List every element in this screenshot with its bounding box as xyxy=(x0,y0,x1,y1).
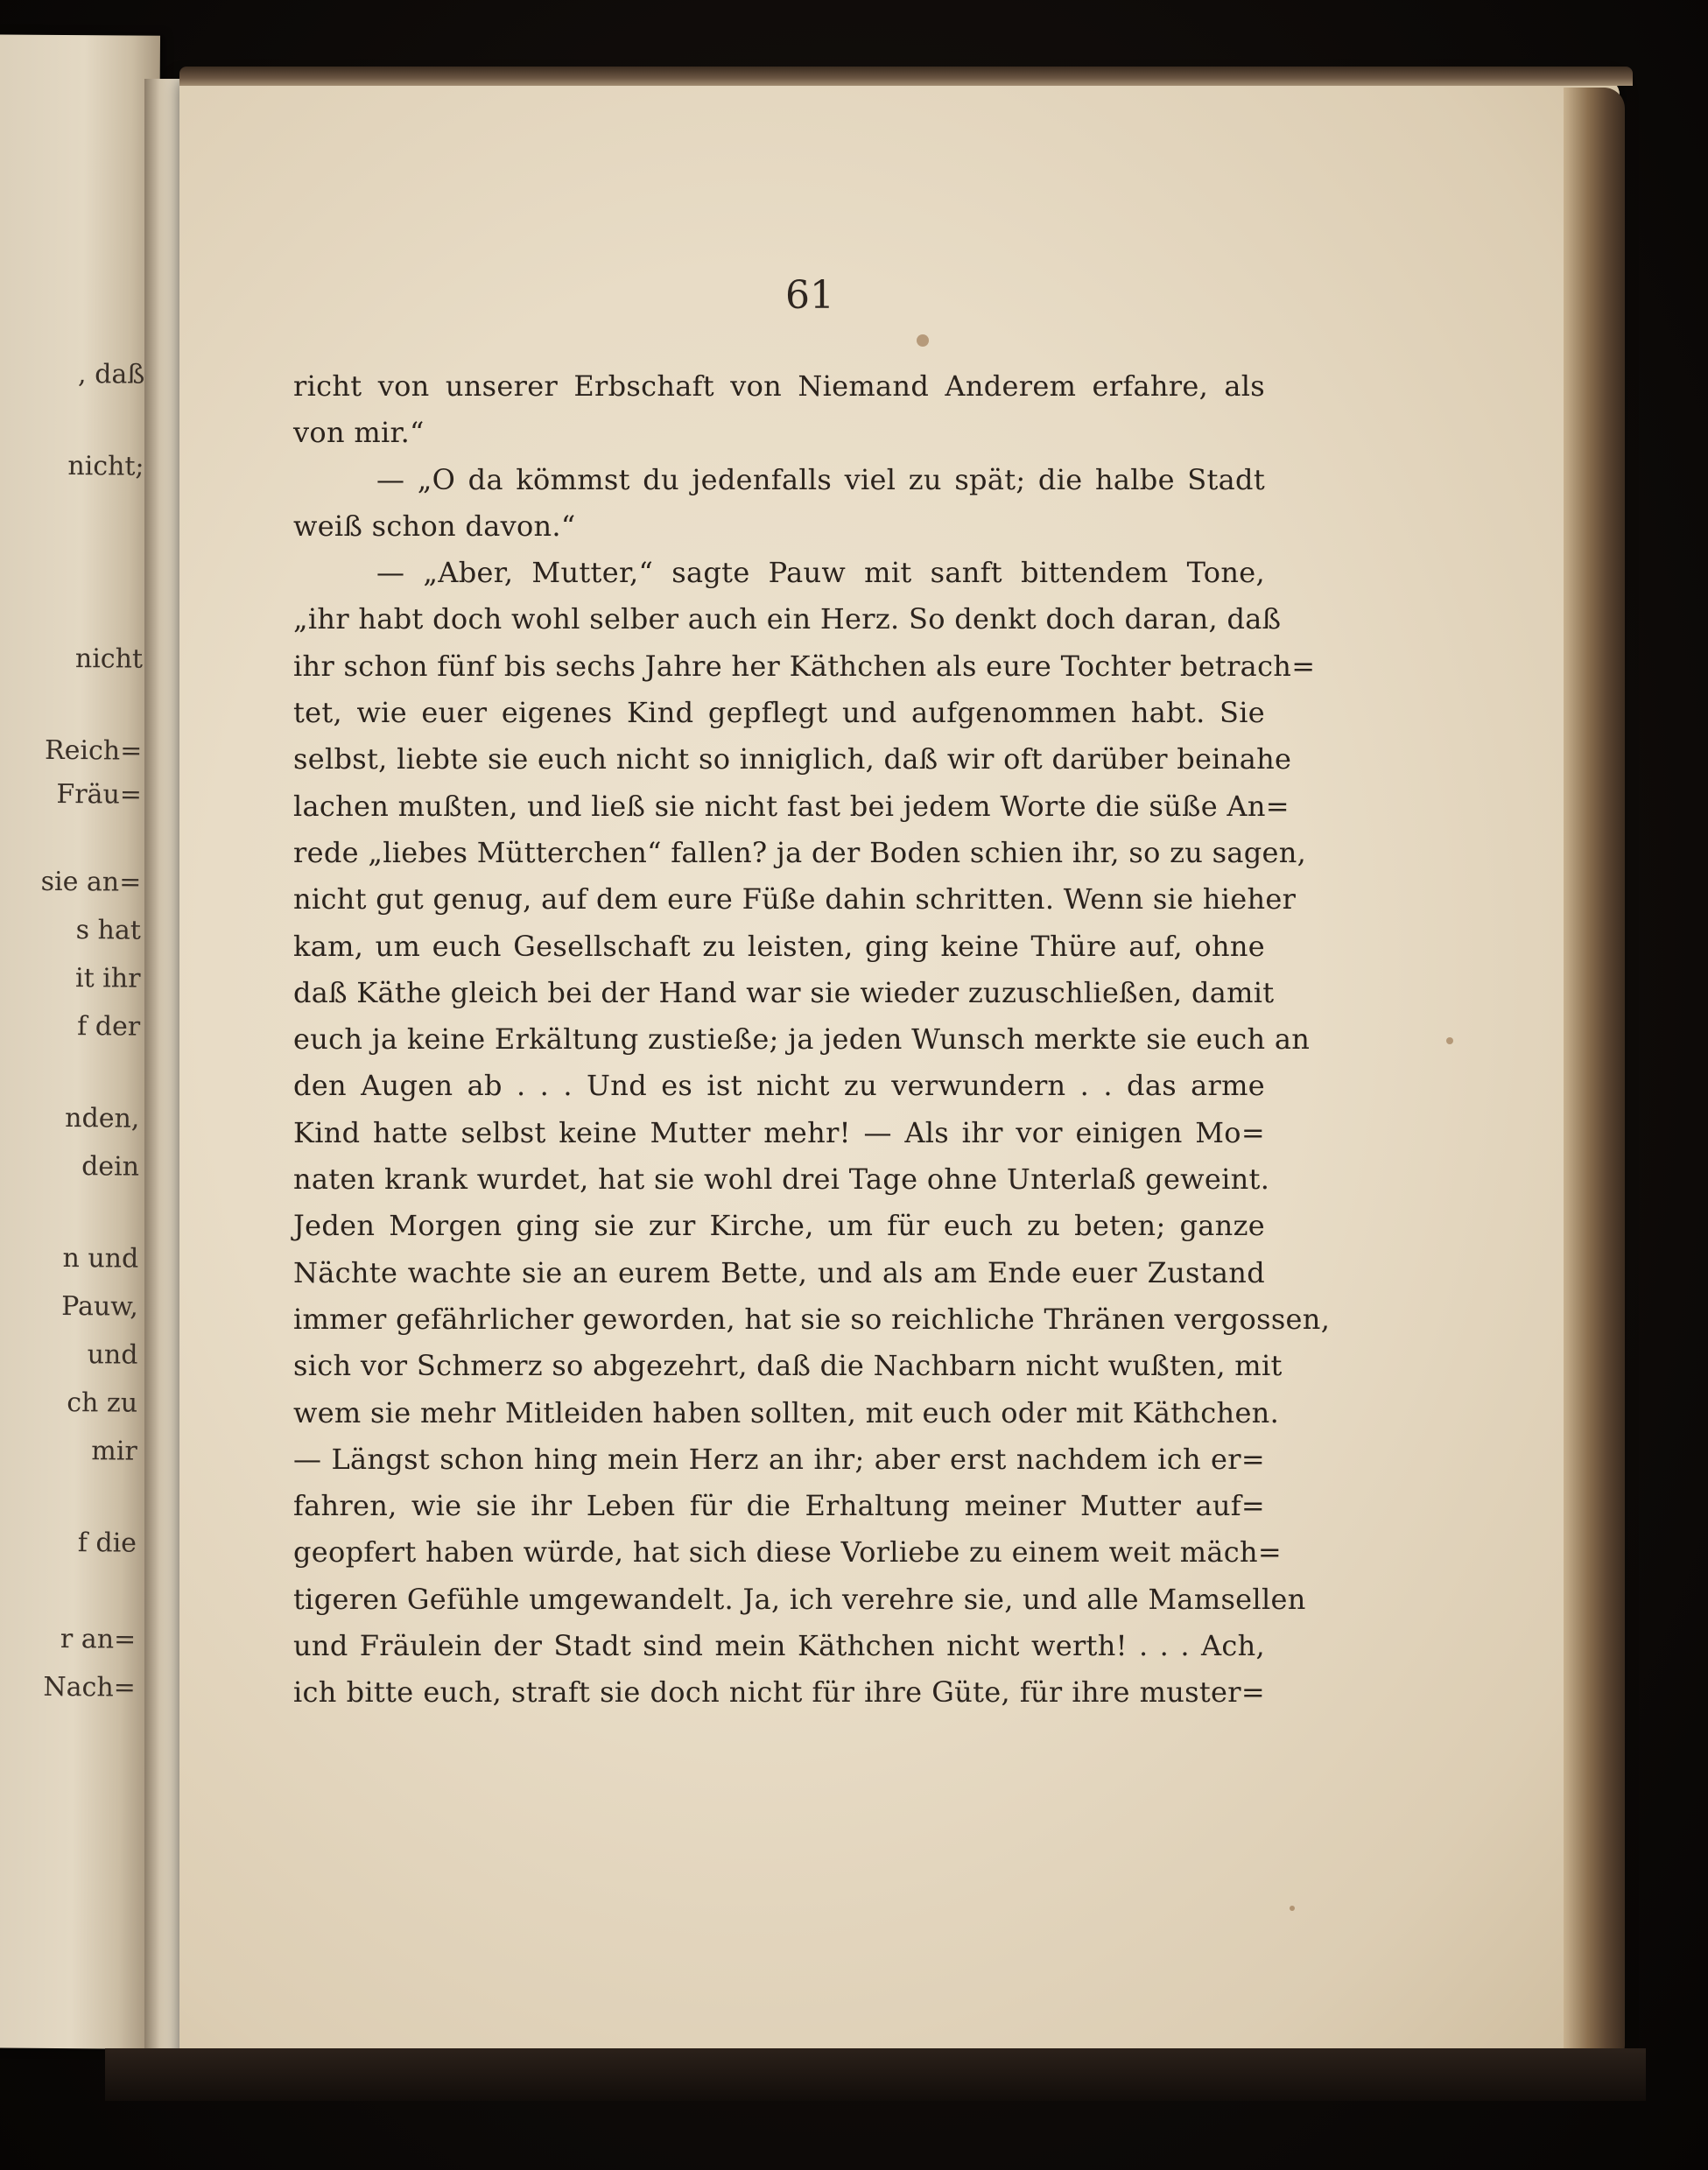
text-line: selbst, liebte sie euch nicht so inniglich, daß wir oft darüber beinahe xyxy=(293,742,1292,776)
book-cover-bottom xyxy=(105,2048,1646,2101)
previous-page-fragment: nicht xyxy=(74,643,144,675)
previous-page-fragment: Nach= xyxy=(43,1671,136,1703)
text-line: richt von unserer Erbschaft von Niemand Anderem erfahre, als xyxy=(293,369,1265,403)
text-line: kam, um euch Gesellschaft zu leisten, ging keine Thüre auf, ohne xyxy=(293,929,1265,963)
text-line: fahren, wie sie ihr Leben für die Erhaltung meiner Mutter auf= xyxy=(293,1489,1265,1523)
previous-page-fragment: f der xyxy=(77,1011,141,1043)
previous-page-fragment: , daß xyxy=(77,359,145,390)
previous-page-fragment: Pauw, xyxy=(61,1291,139,1323)
previous-page-fragment: s hat xyxy=(75,915,142,946)
text-line: nicht gut genug, auf dem eure Füße dahin schritten. Wenn sie hieher xyxy=(293,882,1297,916)
text-line: sich vor Schmerz so abgezehrt, daß die Nachbarn nicht wußten, mit xyxy=(293,1349,1283,1383)
text-line: lachen mußten, und ließ sie nicht fast bei jedem Worte die süße An= xyxy=(293,789,1290,823)
previous-page-fragment: n und xyxy=(62,1243,139,1275)
text-line: von mir.“ xyxy=(293,416,425,450)
foxing-spot xyxy=(917,334,929,347)
text-line: — „Aber, Mutter,“ sagte Pauw mit sanft bittendem Tone, xyxy=(376,556,1265,590)
text-line: wem sie mehr Mitleiden haben sollten, mit euch oder mit Käthchen. xyxy=(293,1395,1280,1429)
text-line: immer gefährlicher geworden, hat sie so reichliche Thränen vergossen, xyxy=(293,1302,1331,1336)
text-line: weiß schon davon.“ xyxy=(293,509,576,543)
foxing-spot xyxy=(1290,1906,1295,1911)
previous-page-fragment: sie an= xyxy=(40,866,142,898)
previous-page-fragment: r an= xyxy=(60,1624,137,1655)
text-line: naten krank wurdet, hat sie wohl drei Tage ohne Unterlaß geweint. xyxy=(293,1162,1270,1197)
page-number: 61 xyxy=(785,273,834,318)
text-line: tet, wie euer eigenes Kind gepflegt und aufgenommen habt. Sie xyxy=(293,696,1265,730)
previous-page-fragment: nicht; xyxy=(67,451,144,482)
text-line: Nächte wachte sie an eurem Bette, und als am Ende euer Zustand xyxy=(293,1255,1265,1289)
text-line: — „O da kömmst du jedenfalls viel zu spät; die halbe Stadt xyxy=(376,462,1265,496)
previous-page-fragment: nden, xyxy=(65,1103,140,1134)
previous-page-fragment: it ihr xyxy=(74,963,141,994)
text-line: „ihr habt doch wohl selber auch ein Herz. So denkt doch daran, daß xyxy=(293,602,1282,636)
previous-page-fragment: Reich= xyxy=(44,734,143,767)
text-line: rede „liebes Mütterchen“ fallen? ja der Boden schien ihr, so zu sagen, xyxy=(293,835,1307,869)
text-line: Jeden Morgen ging sie zur Kirche, um für euch zu beten; ganze xyxy=(293,1209,1265,1243)
previous-page-fragment: mir xyxy=(91,1436,137,1467)
text-line: ihr schon fünf bis sechs Jahre her Käthchen als eure Tochter betrach= xyxy=(293,649,1316,683)
text-line: geopfert haben würde, hat sich diese Vorliebe zu einem weit mäch= xyxy=(293,1535,1282,1570)
previous-page-fragment: dein xyxy=(81,1151,140,1183)
previous-page-fragment: und xyxy=(87,1339,138,1371)
foxing-spot xyxy=(1446,1037,1453,1044)
previous-page-fragment: Fräu= xyxy=(56,778,143,811)
page-top-edge xyxy=(179,67,1633,86)
text-line: euch ja keine Erkältung zustieße; ja jeden Wunsch merkte sie euch an xyxy=(293,1022,1311,1057)
page-fore-edge xyxy=(1564,88,1625,2066)
text-line: daß Käthe gleich bei der Hand war sie wieder zuzuschließen, damit xyxy=(293,975,1275,1009)
text-line: den Augen ab . . . Und es ist nicht zu verwundern . . das arme xyxy=(293,1069,1265,1103)
previous-page xyxy=(0,34,160,2048)
previous-page-fragment: ch zu xyxy=(67,1387,138,1419)
text-line: — Längst schon hing mein Herz an ihr; aber erst nachdem ich er= xyxy=(293,1442,1265,1476)
text-line: ich bitte euch, straft sie doch nicht für ihre Güte, für ihre muster= xyxy=(293,1675,1265,1710)
text-line: Kind hatte selbst keine Mutter mehr! — Als ihr vor einigen Mo= xyxy=(293,1115,1265,1149)
page-body-text xyxy=(293,363,1331,1717)
previous-page-fragment: f die xyxy=(77,1527,137,1559)
text-line: und Fräulein der Stadt sind mein Käthchen nicht werth! . . . Ach, xyxy=(293,1629,1265,1663)
text-line: tigeren Gefühle umgewandelt. Ja, ich verehre sie, und alle Mamsellen xyxy=(293,1582,1306,1616)
